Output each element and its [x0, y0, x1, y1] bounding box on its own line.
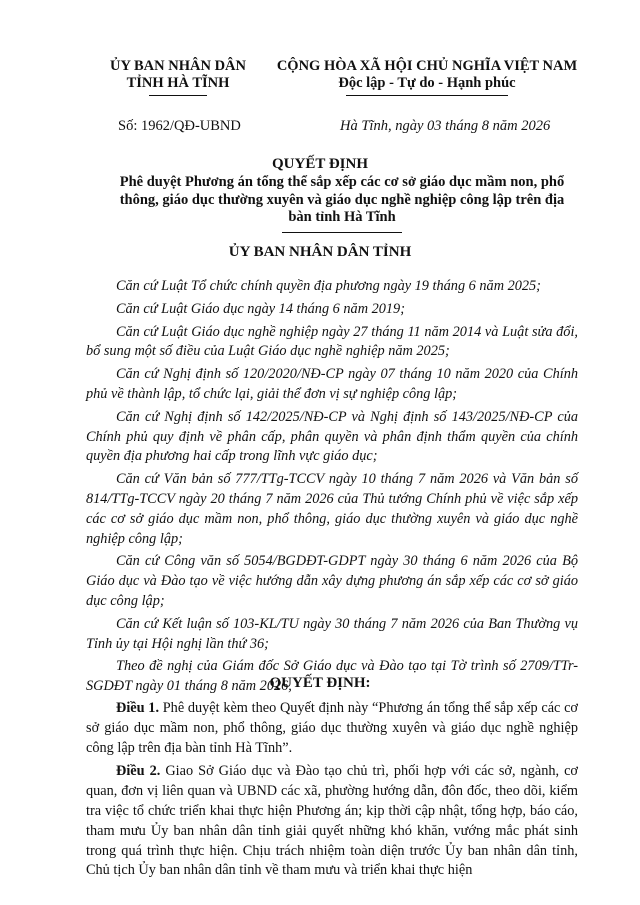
national-motto	[272, 58, 582, 96]
legal-basis: Căn cứ Luật Giáo dục nghề nghiệp ngày 27 tháng 11 năm 2014 và Luật sửa đổi, bổ sung một số điều của Luật Giáo dục nghề nghiệp năm 2025;	[86, 323, 578, 360]
document-type: QUYẾT ĐỊNH	[272, 156, 368, 172]
motto-underline	[346, 95, 508, 96]
article-text: Phê duyệt kèm theo Quyết định này “Phương án tổng thể sắp xếp các cơ sở giáo dục mầm non, phổ thông, giáo dục thường xuyên và giáo dục nghề nghiệp công lập trên địa bàn tỉnh Hà Tĩnh”.	[86, 700, 578, 756]
proposal-basis: Theo đề nghị của Giám đốc Sở Giáo dục và Đào tạo tại Tờ trình số 2709/TTr-SGDĐT ngày 01 tháng 8 năm 2026,	[86, 658, 578, 695]
issuing-authority: ỦY BAN NHÂN DÂN TỈNH	[228, 244, 412, 260]
legal-basis: Căn cứ Nghị định số 142/2025/NĐ-CP và Nghị định số 143/2025/NĐ-CP của Chính phủ quy định về phân cấp, phân quyền và phân định thẩm quyền của chính quyền địa phương hai cấp trong lĩnh vực giáo dục;	[86, 408, 578, 465]
subject-underline	[282, 232, 402, 233]
legal-basis: Căn cứ Luật Tổ chức chính quyền địa phương ngày 19 tháng 6 năm 2025;	[116, 278, 541, 294]
article-label: Điều 1.	[116, 700, 160, 716]
article-2	[86, 762, 578, 881]
legal-basis: Căn cứ Luật Giáo dục ngày 14 tháng 6 năm 2019;	[116, 300, 405, 317]
legal-basis: Căn cứ Nghị định số 120/2020/NĐ-CP ngày 07 tháng 10 năm 2020 của Chính phủ về thành lập, tổ chức lại, giải thể đơn vị sự nghiệp công lập;	[86, 366, 578, 402]
agency-line-2: TỈNH HÀ TĨNH	[126, 75, 230, 91]
nation-line-1: CỘNG HÒA XÃ HỘI CHỦ NGHĨA VIỆT NAM	[276, 58, 578, 74]
agency-line-1: ỦY BAN NHÂN DÂN	[109, 58, 246, 74]
articles	[86, 699, 578, 885]
issuing-agency	[88, 58, 268, 96]
article-label: Điều 2.	[116, 763, 161, 780]
document-subject: Phê duyệt Phương án tổng thể sắp xếp các cơ sở giáo dục mầm non, phổ thông, giáo dục thường xuyên và giáo dục nghề nghiệp công lập trên địa bàn tỉnh Hà Tĩnh	[119, 174, 565, 225]
legal-basis: Căn cứ Công văn số 5054/BGDĐT-GDPT ngày 30 tháng 6 năm 2026 của Bộ Giáo dục và Đào tạo về việc hướng dẫn xây dựng phương án sắp xếp các cơ sở giáo dục công lập;	[86, 553, 578, 609]
article-1	[86, 699, 578, 758]
legal-basis: Căn cứ Kết luận số 103-KL/TU ngày 30 tháng 7 năm 2026 của Ban Thường vụ Tỉnh ủy tại Hội nghị lần thứ 36;	[86, 615, 578, 652]
article-text: Giao Sở Giáo dục và Đào tạo chủ trì, phối hợp với các sở, ngành, cơ quan, đơn vị liên quan và UBND các xã, phường hướng dẫn, đôn đốc, theo dõi, kiểm tra việc tổ chức triển khai thực hiện Phương án; kịp thời cập nhật, tổng hợp, báo cáo, tham mưu Ủy ban nhân dân tỉnh giải quyết những khó khăn, vướng mắc phát sinh trong quá trình thực hiện. Chịu trách nhiệm toàn diện trước Ủy ban nhân dân tỉnh, Chủ tịch Ủy ban nhân dân tỉnh về tham mưu và triển khai thực hiện	[86, 763, 578, 879]
legal-basis: Căn cứ Văn bản số 777/TTg-TCCV ngày 10 tháng 7 năm 2026 và Văn bản số 814/TTg-TCCV ngày 20 tháng 7 năm 2026 của Thủ tướng Chính phủ về việc sắp xếp các cơ sở giáo dục mầm non, phổ thông, giáo dục thường xuyên và giáo dục nghề nghiệp công lập;	[86, 471, 578, 547]
document-number: Số: 1962/QĐ-UBND	[118, 118, 241, 134]
agency-underline	[149, 95, 207, 96]
legal-bases	[86, 277, 578, 700]
nation-line-2: Độc lập - Tự do - Hạnh phúc	[338, 75, 516, 91]
decision-heading: QUYẾT ĐỊNH:	[269, 675, 371, 691]
place-and-date: Hà Tĩnh, ngày 03 tháng 8 năm 2026	[340, 118, 551, 134]
